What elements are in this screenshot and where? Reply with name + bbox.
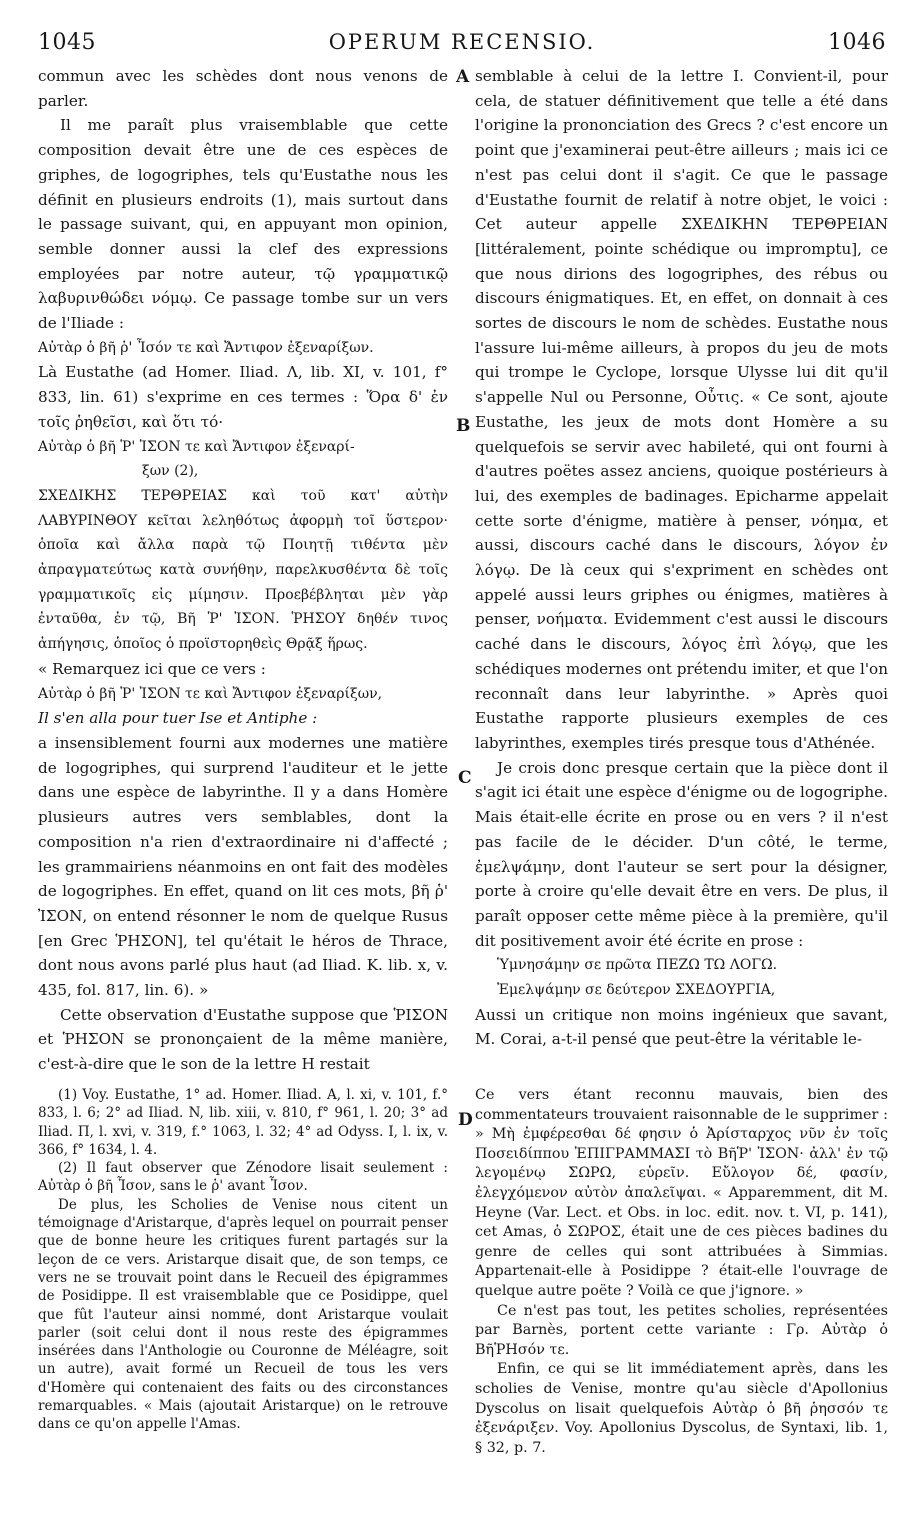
paragraph: Là Eustathe (ad Homer. Iliad. Λ, lib. XI, v. 101, f° 833, lin. 61) s'exprime en ces termes : Ὅρα δ' ἐν τοῖς ῥηθεῖσι, καὶ ὅτι τό· xyxy=(38,363,448,431)
footnote: (1) Voy. Eustathe, 1° ad. Homer. Iliad. A, l. xi, v. 101, f.° 833, l. 6; 2° ad Iliad. N, lib. xiii, v. 810, f° 961, l. 20; 3° ad Iliad. Π, l. xvi, v. 319, f.° 1063, l. 32; 4° ad Odyss. I, l. ix, v. 366, f° 1634, l. 4. xyxy=(38,1087,448,1158)
paragraph: commun avec les schèdes dont nous venons de parler. xyxy=(38,67,448,110)
margin-letter-c: C xyxy=(458,768,472,788)
margin-letter-b: B xyxy=(456,416,471,436)
margin-letter-a: A xyxy=(456,67,470,87)
greek-passage: ΣΧΕΔΙΚΗΣ ΤΕΡΘΡΕΙΑΣ καὶ τοῦ κατ' αὐτὴν ΛΑΒΥΡΙΝΘΟΥ κεῖται λεληθότως ἀφορμὴ τοῖ ὕστερον· ὁποῖα καὶ ἄλλα παρὰ τῷ Ποιητῇ τιθέντα μὲν ἀπραγματεύτως κατὰ συνήθην, παρελκυσθέντα δὲ τοῖς γραμματικοῖς εἰς μίμησιν. Προεβέβληται μὲν γὰρ ἐνταῦθα, ἐν τῷ, Βῆ Ῥ' ἸΣΟΝ. ῬΗΣΟΥ δηθέν τινος ἀπήγησις, ὁποῖος ὁ προϊστορηθεὶς Θρᾷξ ἥρως. xyxy=(38,487,448,653)
paragraph: « Remarquez ici que ce vers : xyxy=(38,659,266,678)
paragraph: semblable à celui de la lettre I. Convient-il, pour cela, de statuer définitivement que telle a été dans l'origine la prononciation des Grecs ? c'est encore un point que j'examinerai peut-être ailleurs ; mais ici ce n'est pas celui dont il s'agit. Ce que le passage d'Eustathe fournit de relatif à notre objet, le voici : Cet auteur appelle ΣΧΕΔΙΚΗΝ ΤΕΡΘΡΕΙΑΝ [littéralement, pointe schédique ou impromptu], ce que nous dirions des logogriphes, des rébus ou discours énigmatiques. Et, en effet, on donnait à ces sortes de discours le nom de schèdes. Eustathe nous l'assure lui-même ailleurs, à propos du jeu de mots qui trompe le Cyclope, lorsque Ulysse lui dit qu'il s'appelle Nul ou Personne, Οὖτις. « Ce sont, ajoute Eustathe, les jeux de mots dont Homère a su quelquefois se servir avec habileté, qui ont fourni à d'autres poëtes assez anciens, quoique postérieurs à lui, des exemples de badinages. Epicharme appelait cette sorte d'énigme, matière à penser, νόημα, et aussi, discours caché dans le discours, λόγον ἐν λόγῳ. De là ceux qui s'expriment en schèdes ont appelé aussi leurs griphes ou énigmes, matières à penser, νοήματα. Evidemment c'est aussi le discours caché dans le discours, λόγος ἐπὶ λόγῳ, que les schédiques modernes ont prétendu imiter, et que l'on reconnaît dans leur labyrinthe. » Après quoi Eustathe rapporte plusieurs exemples de ces labyrinthes, exemples tirés presque tous d'Athénée. xyxy=(475,67,888,752)
greek-verse: Αὐτὰρ ὁ βῆ ῥ' Ἶσόν τε καὶ Ἄντιφον ἐξεναρίξων. xyxy=(38,339,374,356)
greek-verse: Ὑμνησάμην σε πρῶτα ΠΕΖΩ ΤΩ ΛΟΓΩ. xyxy=(497,957,778,974)
footnote: (2) Il faut observer que Zénodore lisait seulement : Αὐτὰρ ὁ βῆ Ἶσον, sans le ῥ' avant Ἶσον. xyxy=(38,1160,448,1195)
page-number-right: 1046 xyxy=(828,30,886,55)
page-number-left: 1045 xyxy=(38,30,96,55)
paragraph: Aussi un critique non moins ingénieux que savant, M. Corai, a-t-il pensé que peut-être la véritable le- xyxy=(475,1005,888,1049)
running-title: OPERUM RECENSIO. xyxy=(328,30,596,54)
footnote: De plus, les Scholies de Venise nous citent un témoignage d'Aristarque, d'après lequel on pourrait penser que de bonne heure les critiques furent partagés sur la leçon de ce vers. Aristarque disait que, de son temps, ce vers ne se trouvait point dans le Recueil des épigrammes de Posidippe. Il est vraisemblable que ce Posidippe, quel que fût l'auteur ainsi nommé, dont Aristarque voulait parler (soit celui dont il nous reste des épigrammes insérées dans l'Anthologie ou Couronne de Méléagre, soit un autre), avait formé un Recueil de tous les vers d'Homère qui contenaient des faits ou des circonstances remarquables. « Mais (ajoutait Aristarque) on le retrouve dans ce qu'on appelle l'Amas. xyxy=(38,1196,448,1433)
paragraph: Il me paraît plus vraisemblable que cette composition devait être une de ces espèces de griphes, de logogriphes, tels qu'Eustathe nous les définit en plusieurs endroits (1), mais surtout dans le passage suivant, qui, en appuyant mon opinion, semble donner aussi la clef des expressions employées par notre auteur, τῷ γραμματικῷ λαβυρινθώδει νόμῳ. Ce passage tombe sur un vers de l'Iliade : xyxy=(38,116,448,333)
right-column xyxy=(475,64,888,1052)
verse-translation: Il s'en alla pour tuer Ise et Antiphe : xyxy=(38,709,318,728)
paragraph: Je crois donc presque certain que la pièce dont il s'agit ici était une espèce d'énigme ou de logogriphe. Mais était-elle écrite en prose ou en vers ? il n'est pas facile de le décider. D'un côté, le terme, ἐμελψάμην, dont l'auteur se sert pour la désigner, porte à croire qu'elle devait être en vers. De plus, il paraît opposer cette même pièce à la première, qu'il dit positivement avoir été écrite en prose : xyxy=(475,758,888,950)
margin-letter-d: D xyxy=(458,1110,473,1130)
left-column xyxy=(38,64,448,1077)
paragraph: a insensiblement fourni aux modernes une matière de logogriphes, qui surprend l'auditeur et le jette dans une espèce de labyrinthe. Il y a dans Homère plusieurs autres vers semblables, dont la composition n'a rien d'extraordinaire ni d'affecté ; les grammairiens néanmoins en ont fait des modèles de logogriphes. En effet, quand on lit ces mots, βῆ ῥ' ἸΣΟΝ, on entend résonner le nom de quelque Rusus [en Grec ῬΗΣΟΝ], tel qu'était le héros de Thrace, dont nous avons parlé plus haut (ad Iliad. K. lib. x, v. 435, fol. 817, lin. 6). » xyxy=(38,733,448,1000)
footnote: Enfin, ce qui se lit immédiatement après, dans les scholies de Venise, montre qu'au siècle d'Apollonius Dyscolus on lisait quelquefois Αὐτὰρ ὁ βῆ ῥησσόν τε ἐξενάριξεν. Voy. Apollonius Dyscolus, de Syntaxi, lib. 1, § 32, p. 7. xyxy=(475,1361,888,1456)
greek-verse: Αὐτὰρ ὁ βῆ Ῥ' ἸΣΟΝ τε καὶ Ἄντιφον ἐξεναρί- xyxy=(38,438,355,455)
footnotes xyxy=(38,1086,448,1434)
greek-verse: ξων (2), xyxy=(142,463,199,480)
footnote: Ce n'est pas tout, les petites scholies, représentées par Barnès, portent cette variante : Γρ. Αὐτὰρ ὁ ΒῆῬΗσόν τε. xyxy=(475,1302,888,1358)
greek-verse: Αὐτὰρ ὁ βῆ Ῥ' ἸΣΟΝ τε καὶ Ἄντιφον ἐξεναρίξων, xyxy=(38,685,383,702)
footnote: Ce vers étant reconnu mauvais, bien des commentateurs trouvaient raisonnable de le supprimer : » Μὴ ἐμφέρεσθαι δέ φησιν ὁ Ἀρίσταρχος νῦν ἐν τοῖς Ποσειδίππου ἘΠΙΓΡΑΜΜΑΣΙ τὸ ΒῆῬ' ἸΣΟΝ· ἀλλ' ἐν τῷ λεγομένῳ ΣΩΡΩ, εὑρεῖν. Εὔλογον δέ, φασίν, ἐλεγχόμενον αὐτὸν ἀπαλεῖψαι. « Apparemment, dit M. Heyne (Var. Lect. et Obs. in loc. edit. nov. t. VI, p. 141), cet Amas, ὁ ΣΩΡΟΣ, était une de ces pièces badines du genre de celles qui sont attribuées à Simmias. Appartenait-elle à Posidippe ? était-elle l'ouvrage de quelque autre poëte ? Voilà ce que j'ignore. » xyxy=(475,1087,888,1299)
paragraph: Cette observation d'Eustathe suppose que ῬΙΣΟΝ et ῬΗΣΟΝ se prononçaient de la même manière, c'est-à-dire que le son de la lettre H restait xyxy=(38,1005,448,1074)
page-header xyxy=(0,30,924,60)
footnotes-continued xyxy=(475,1086,888,1458)
greek-verse: Ἐμελψάμην σε δεύτερον ΣΧΕΔΟΥΡΓΙΑ, xyxy=(497,982,776,999)
